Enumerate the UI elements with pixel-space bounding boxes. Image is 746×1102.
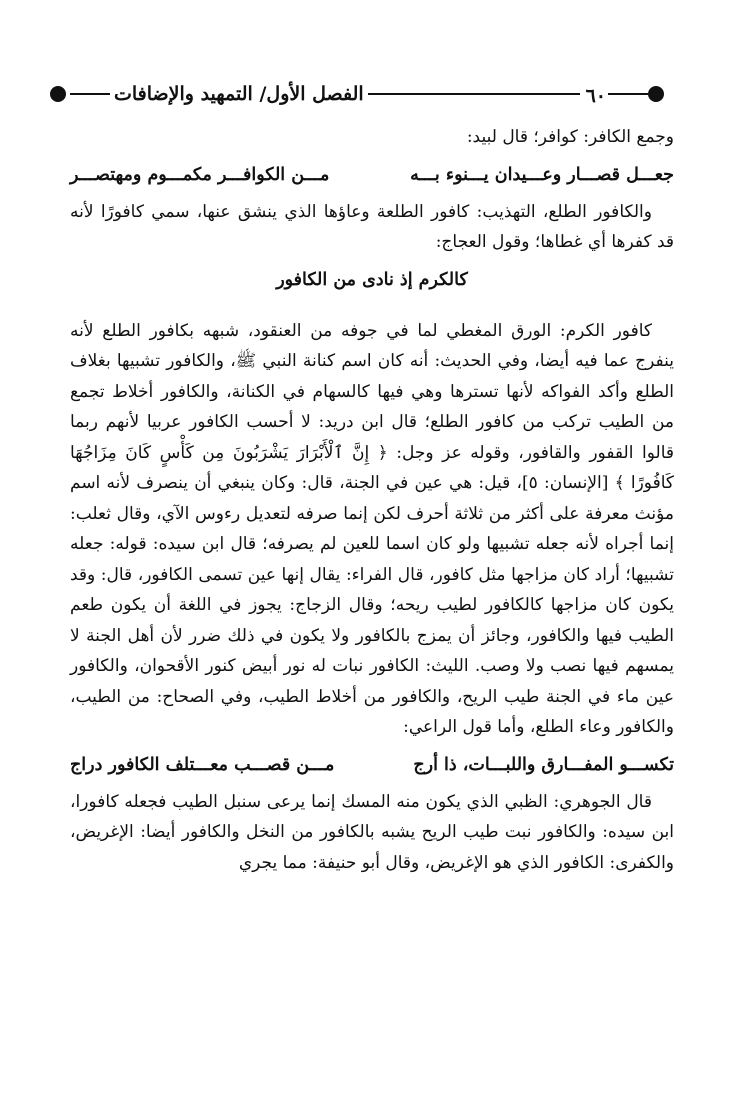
chapter-title: الفصل الأول/ التمهيد والإضافات: [114, 83, 364, 105]
verse-1-first-hemistich: جعـــل قصـــار وعـــيدان يـــنوء بـــه: [410, 164, 674, 185]
page-number: ٦٠: [585, 85, 606, 107]
header-dot-right: [648, 86, 664, 102]
poetry-verse-2: [70, 264, 674, 296]
paragraph-3: قال الجوهري: الظبي الذي يكون منه المسك إنما يرعى سنبل الطيب فجعله كافورا، ابن سيده: والكافور نبت طيب الريح يشبه بالكافور من النخل والكافور أيضا: الإغريض، والكفرى: الكافور الذي هو الإغريض، وقال أبو حنيفة: مما يجري: [70, 791, 674, 873]
poetry-verse-1: [70, 159, 674, 191]
verse-2-text: كالكرم إذ نادى من الكافور: [276, 269, 468, 290]
verse-3-second-hemistich: مـــن قصـــب معـــتلف الكافور دراج: [70, 754, 335, 775]
verse-1-second-hemistich: مـــن الكوافـــر مكمـــوم ومهتصـــر: [70, 164, 330, 185]
paragraph-1: والكافور الطلع، التهذيب: كافور الطلعة وعاؤها الذي ينشق عنها، سمي كافورًا لأنه قد كفرها أي غطاها؛ وقول العجاج:: [70, 201, 674, 252]
page-body: [70, 122, 674, 878]
header-rule-short: [608, 93, 648, 95]
running-header: [50, 78, 664, 110]
header-rule-left: [70, 93, 110, 95]
verse-3-first-hemistich: تكســـو المفـــارق واللبـــات، ذا أرج: [413, 754, 674, 775]
header-dot-left: [50, 86, 66, 102]
header-rule-long: [368, 93, 580, 95]
intro-line: وجمع الكافر: كوافر؛ قال لبيد:: [466, 127, 674, 147]
poetry-verse-3: [70, 749, 674, 781]
paragraph-2: كافور الكرم: الورق المغطي لما في جوفه من العنقود، شبهه بكافور الطلع لأنه ينفرج عما فيه أيضا، وفي الحديث: أنه كان اسم كنانة النبي ﷺ، والكافور تشبيها بغلاف الطلع وأكد الفواكه لأنها تسترها وهي فيها كالسهام في الكنانة، والكافور أخلاط تجمع من الطيب تركب من كافور الطلع؛ قال ابن دريد: لا أحسب الكافور عربيا لأنهم ربما قالوا القفور والقافور، وقوله عز وجل: ﴿ إِنَّ ٱلْأَبْرَارَ يَشْرَبُونَ مِن كَأْسٍ كَانَ مِزَاجُهَا كَافُورًا ﴾ [الإنسان: ٥]، قيل: هي عين في الجنة، قال: وكان ينبغي أن ينصرف لأنه اسم مؤنث معرفة على أكثر من ثلاثة أحرف لكن إنما صرفه لتعديل رءوس الآي، وقال ثعلب: إنما أجراه لأنه جعله تشبيها ولو كان اسما للعين لم يصرفه؛ قال ابن سيده: قوله: جعله تشبيها؛ أراد كان مزاجها مثل كافور، قال الفراء: يقال إنها عين تسمى الكافور، قال: وقد يكون كان مزاجها كالكافور لطيب ريحه؛ وقال الزجاج: يجوز في اللغة أن يكون طعم الطيب فيها والكافور، وجائز أن يمزج بالكافور ولا يكون في ذلك ضرر لأن أهل الجنة لا يمسهم فيها نصب ولا وصب. الليث: الكافور نبات له نور أبيض كنور الأقحوان، والكافور عين ماء في الجنة طيب الريح، والكافور من أخلاط الطيب، وفي الصحاح: من الطيب، والكافور وعاء الطلع، وأما قول الراعي:: [70, 320, 674, 737]
